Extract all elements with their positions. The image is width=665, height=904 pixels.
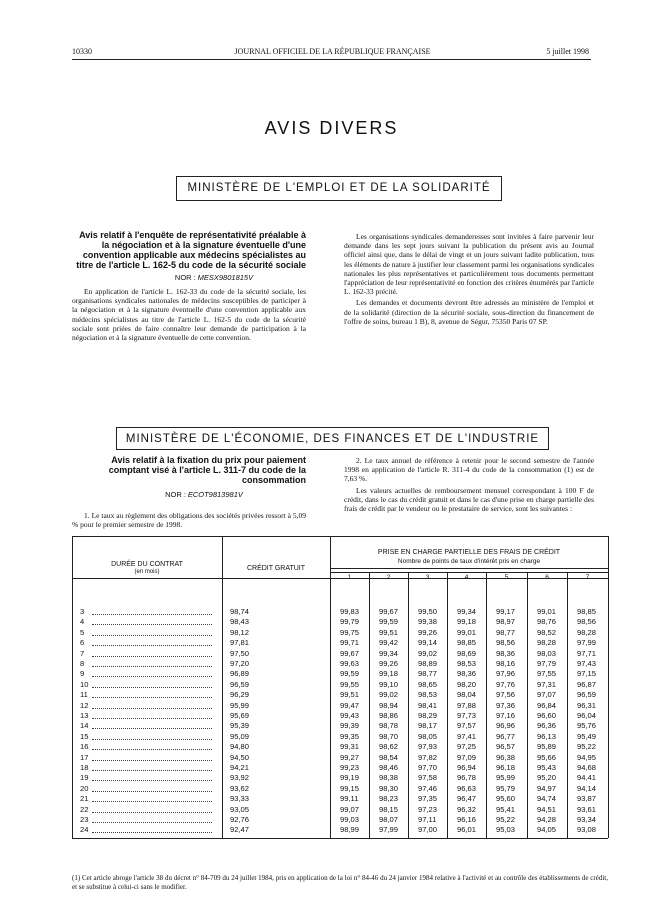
row-duration: 6 [80,638,85,648]
row-points-4: 97,57 [457,721,477,731]
table-row [72,711,597,720]
row-duration: 12 [80,700,89,710]
row-duration: 15 [80,731,89,741]
row-duration: 20 [80,783,89,793]
row-points-6: 95,66 [537,752,557,762]
row-points-2: 99,42 [379,638,399,648]
row-points-6: 97,31 [537,679,557,689]
points-header-rule [330,568,608,569]
row-leader-dots [92,784,212,792]
row-points-6: 94,74 [537,794,557,804]
row-points-1: 99,71 [340,638,360,648]
nor-reference [122,273,306,282]
row-points-1: 99,43 [340,711,360,720]
row-points-5: 97,56 [496,690,516,700]
row-points-1: 99,03 [340,815,360,824]
row-duration: 10 [80,679,89,689]
row-duration: 18 [80,763,89,772]
row-points-4: 97,41 [457,731,477,741]
row-points-6: 94,05 [537,825,557,835]
header-duree: DURÉE DU CONTRAT [111,561,183,568]
row-points-7: 95,22 [577,742,597,752]
notice-paragraph: En application de l'article L. 162-33 du code de la sécurité sociale, les organisations syndicales nationales de médecins susceptibles de participer à la négociation et à la signature éventuelle d'une convention applicable aux médecins spécialistes au titre de l'article L. 162-5 du code de la sécurité sociale sont priées de faire connaître leur demande de participation à la négociation et à la signature éventuelle de cette convention. [72,287,306,343]
row-points-5: 96,38 [496,752,516,762]
row-points-7: 95,49 [577,731,597,741]
row-points-2: 98,23 [379,794,399,804]
row-points-7: 97,71 [577,648,597,658]
row-points-6: 94,28 [537,815,557,824]
row-points-5: 97,76 [496,679,516,689]
row-points-5: 95,79 [496,783,516,793]
table-row [72,731,597,741]
row-leader-dots [92,617,212,625]
row-points-6: 97,55 [537,669,557,679]
row-credit-gratuit: 98,12 [230,627,250,637]
points-header-4: 4 [464,574,469,581]
row-points-3: 98,05 [418,731,438,741]
row-points-3: 99,26 [418,627,438,637]
table-row [72,700,597,710]
row-points-2: 97,99 [379,825,399,835]
row-points-7: 98,85 [577,607,597,616]
row-points-3: 97,35 [418,794,438,804]
section-title: AVIS DIVERS [264,118,399,138]
row-points-4: 98,36 [457,669,477,679]
row-points-5: 96,77 [496,731,516,741]
points-header-2: 2 [386,574,391,581]
row-credit-gratuit: 94,80 [230,742,250,752]
nor-reference [102,490,306,499]
row-points-6: 97,79 [537,659,557,668]
row-points-4: 96,63 [457,783,477,793]
row-points-7: 93,08 [577,825,597,835]
row-credit-gratuit: 97,50 [230,648,250,658]
row-duration: 14 [80,721,89,731]
row-points-5: 96,18 [496,763,516,772]
row-points-3: 98,77 [418,669,438,679]
row-points-3: 99,50 [418,607,438,616]
row-points-7: 97,43 [577,659,597,668]
row-points-5: 97,36 [496,700,516,710]
table-row [72,825,597,835]
row-points-7: 96,87 [577,679,597,689]
row-points-7: 95,76 [577,721,597,731]
row-points-5: 99,17 [496,607,516,616]
row-points-5: 95,99 [496,773,516,783]
row-points-5: 98,36 [496,648,516,658]
row-points-6: 94,97 [537,783,557,793]
points-header-3: 3 [425,574,430,581]
row-points-7: 98,28 [577,627,597,637]
row-points-3: 99,02 [418,648,438,658]
row-points-2: 98,94 [379,700,399,710]
row-leader-dots [92,763,212,771]
repayment-table [72,536,608,904]
row-points-3: 99,14 [418,638,438,648]
row-credit-gratuit: 94,21 [230,763,250,772]
row-points-3: 97,82 [418,752,438,762]
row-points-1: 99,35 [340,731,360,741]
table-row [72,648,597,658]
footnote: (1) Cet article abroge l'article 38 du décret n° 84-709 du 24 juillet 1984, pris en application de la loi n° 84-46 du 24 janvier 1984 relative à l'activité et au contrôle des établissements de crédit, et se substitue à celui-ci sans le modifier. [72,874,608,891]
notice-paragraph: Les organisations syndicales demanderesses sont invitées à faire parvenir leur demande dans les sept jours suivant la publication du présent avis au Journal officiel ainsi que, dans le délai de vingt et un jours suivant ladite publication, tous les éléments de nature à justifier leur classement parmi les organisations syndicales nationales les plus représentatives et particulièrement tous documents permettant l'appréciation de leur représentativité en fonction des critères énumérés par l'article L. 162-33 précité. [344,232,594,297]
row-credit-gratuit: 93,62 [230,783,250,793]
row-credit-gratuit: 98,43 [230,617,250,627]
table-row [72,659,597,668]
row-points-4: 96,47 [457,794,477,804]
row-points-7: 96,04 [577,711,597,720]
row-points-7: 94,95 [577,752,597,762]
row-points-1: 99,15 [340,783,360,793]
row-points-6: 96,60 [537,711,557,720]
row-points-4: 97,88 [457,700,477,710]
nor-label: NOR : [174,273,196,282]
row-points-5: 95,22 [496,815,516,824]
row-points-5: 95,03 [496,825,516,835]
row-duration: 16 [80,742,89,752]
row-points-6: 96,84 [537,700,557,710]
row-points-5: 95,60 [496,794,516,804]
row-points-3: 98,65 [418,679,438,689]
row-points-1: 99,27 [340,752,360,762]
nor-code: MESX9801815V [197,273,254,282]
row-points-7: 96,59 [577,690,597,700]
points-header-1: 1 [347,574,352,581]
row-points-2: 99,18 [379,669,399,679]
row-duration: 4 [80,617,85,627]
row-points-3: 99,38 [418,617,438,627]
row-points-2: 98,15 [379,804,399,814]
row-points-2: 98,62 [379,742,399,752]
row-credit-gratuit: 95,99 [230,700,250,710]
nor-label: NOR : [165,490,186,499]
notice-paragraph: Les demandes et documents devront être adressés au ministère de l'emploi et de la solidarité (direction de la sécurité sociale, sous-direction du financement de l'offre de soins, bureau 1 B), 8, avenue de Ségur, 75350 Paris 07 SP. [344,298,594,326]
row-points-1: 99,67 [340,648,360,658]
row-points-6: 98,03 [537,648,557,658]
points-header-6: 6 [545,574,549,581]
table-row [72,742,597,752]
row-credit-gratuit: 95,69 [230,711,250,720]
row-points-4: 98,20 [457,679,477,689]
row-duration: 21 [80,794,89,804]
row-points-4: 96,78 [457,773,477,783]
row-points-3: 97,23 [418,804,438,814]
row-credit-gratuit: 94,50 [230,752,250,762]
points-header-7: 7 [585,574,590,581]
row-points-1: 99,79 [340,617,360,627]
row-points-3: 98,17 [418,721,438,731]
row-points-7: 93,61 [577,804,597,814]
table-row [72,752,597,762]
row-points-6: 95,43 [537,763,557,772]
row-points-2: 99,10 [379,679,399,689]
row-points-3: 97,93 [418,742,438,752]
table-border-bottom [72,838,608,839]
row-leader-dots [92,628,212,636]
journal-title: JOURNAL OFFICIEL DE LA RÉPUBLIQUE FRANÇAISE [234,47,431,56]
row-points-4: 99,01 [457,627,477,637]
row-points-1: 99,47 [340,700,360,710]
table-row [72,794,597,804]
row-points-6: 95,89 [537,742,557,752]
row-points-1: 99,39 [340,721,360,731]
row-points-1: 99,23 [340,763,360,772]
row-points-4: 99,18 [457,617,477,627]
table-border-top [72,536,608,537]
row-duration: 3 [80,607,85,616]
row-duration: 23 [80,815,89,824]
row-points-2: 98,70 [379,731,399,741]
page-number: 10330 [72,47,92,56]
notice-paragraph: 1. Le taux au règlement des obligations des sociétés privées ressort à 5,09 % pour le premier semestre de 1998. [72,511,306,530]
row-duration: 17 [80,752,89,762]
row-leader-dots [92,638,212,646]
row-points-6: 98,76 [537,617,557,627]
row-points-4: 98,04 [457,690,477,700]
row-points-4: 96,16 [457,815,477,824]
row-points-7: 93,34 [577,815,597,824]
row-points-6: 96,13 [537,731,557,741]
row-points-6: 96,36 [537,721,557,731]
row-credit-gratuit: 96,59 [230,679,250,689]
table-border-right [608,536,609,838]
row-points-6: 97,07 [537,690,557,700]
row-points-2: 99,34 [379,648,399,658]
row-points-3: 98,41 [418,700,438,710]
row-points-7: 94,68 [577,763,597,772]
table-row [72,679,597,689]
row-duration: 22 [80,804,89,814]
row-points-1: 99,59 [340,669,360,679]
row-duration: 8 [80,659,85,668]
row-points-4: 98,69 [457,648,477,658]
row-leader-dots [92,742,212,750]
row-points-2: 99,67 [379,607,399,616]
row-points-6: 98,52 [537,627,557,637]
row-points-4: 96,94 [457,763,477,772]
row-points-5: 98,16 [496,659,516,668]
row-points-3: 97,46 [418,783,438,793]
row-leader-dots [92,794,212,802]
notice-title: Avis relatif à l'enquête de représentativité préalable à la négociation et à la signature éventuelle d'une convention applicable aux médecins spécialistes au titre de l'article L. 162-5 du code de la sécurité sociale [76,230,306,270]
row-points-4: 97,09 [457,752,477,762]
row-points-5: 95,41 [496,804,516,814]
row-points-5: 98,77 [496,627,516,637]
table-row [72,690,597,700]
row-leader-dots [92,669,212,677]
table-row [72,607,597,616]
row-credit-gratuit: 92,47 [230,825,250,835]
row-duration: 5 [80,627,85,637]
row-points-7: 94,14 [577,783,597,793]
notice-right-column [344,232,594,326]
row-duration: 9 [80,669,85,679]
table-row [72,804,597,814]
row-points-3: 97,11 [418,815,437,824]
row-points-2: 99,51 [379,627,399,637]
row-points-1: 99,11 [340,794,359,804]
notice-paragraph: 2. Le taux annuel de référence à retenir pour le second semestre de l'année 1998 en application de l'article R. 311-4 du code de la consommation (1) est de 7,63 %. [344,456,594,484]
row-credit-gratuit: 95,09 [230,731,250,741]
row-points-6: 95,20 [537,773,557,783]
ministry-heading-economie: MINISTÈRE DE L'ÉCONOMIE, DES FINANCES ET DE L'INDUSTRIE [116,427,549,450]
row-points-5: 97,96 [496,669,516,679]
row-credit-gratuit: 95,39 [230,721,250,731]
row-duration: 13 [80,711,89,720]
row-leader-dots [92,690,212,698]
row-points-6: 94,51 [537,804,557,814]
row-points-2: 98,78 [379,721,399,731]
row-leader-dots [92,815,212,823]
row-credit-gratuit: 93,33 [230,794,250,804]
row-leader-dots [92,701,212,709]
ministry-heading-emploi: MINISTÈRE DE L'EMPLOI ET DE LA SOLIDARITÉ [176,176,502,201]
row-leader-dots [92,732,212,740]
row-points-1: 99,75 [340,627,360,637]
row-points-2: 99,02 [379,690,399,700]
row-credit-gratuit: 97,20 [230,659,250,668]
header-points-subtitle: Nombre de points de taux d'intérêt pris en charge [397,558,541,565]
row-credit-gratuit: 98,74 [230,607,250,616]
row-duration: 19 [80,773,89,783]
row-points-7: 98,56 [577,617,597,627]
row-credit-gratuit: 97,81 [230,638,250,648]
table-row [72,638,597,648]
notice-paragraph: Les valeurs actuelles de remboursement mensuel correspondant à 100 F de crédit, dans le cas du crédit gratuit et dans le cas d'une prise en charge partielle des frais de crédit par le vendeur ou le prestataire de service, sont les suivantes : [344,485,594,514]
row-points-7: 94,41 [577,773,597,783]
row-leader-dots [92,773,212,781]
points-header-5: 5 [504,574,509,581]
row-points-3: 97,00 [418,825,438,835]
publication-date: 5 juillet 1998 [546,47,589,56]
row-points-2: 99,59 [379,617,399,627]
row-leader-dots [92,711,212,719]
notice-title: Avis relatif à la fixation du prix pour paiement comptant visé à l'article L. 311-7 du code de la consommation [108,455,306,485]
row-points-2: 98,86 [379,711,399,720]
notice-left-column [72,455,306,529]
row-points-4: 97,73 [457,711,477,720]
row-points-7: 97,99 [577,638,597,648]
header-duree-unit: (en mois) [134,569,160,575]
row-points-4: 96,01 [457,825,477,835]
header-credit-gratuit: CRÉDIT GRATUIT [246,565,306,572]
row-points-2: 98,54 [379,752,399,762]
row-leader-dots [92,649,212,657]
row-leader-dots [92,805,212,813]
row-points-7: 97,15 [577,669,597,679]
row-points-3: 97,58 [418,773,438,783]
row-credit-gratuit: 92,76 [230,815,250,824]
row-points-1: 99,63 [340,659,360,668]
row-points-4: 96,32 [457,804,477,814]
row-points-2: 98,38 [379,773,399,783]
table-row [72,721,597,731]
row-points-7: 93,87 [577,794,597,804]
row-points-3: 98,29 [418,711,438,720]
row-points-1: 99,55 [340,679,360,689]
row-points-1: 99,83 [340,607,360,616]
row-points-4: 99,34 [457,607,477,616]
row-points-6: 98,28 [537,638,557,648]
row-credit-gratuit: 93,05 [230,804,250,814]
row-points-5: 96,57 [496,742,516,752]
header-rule [72,59,591,60]
row-points-2: 98,46 [379,763,399,772]
table-row [72,773,597,783]
row-points-6: 99,01 [537,607,557,616]
row-points-5: 98,56 [496,638,516,648]
row-leader-dots [92,607,212,615]
row-leader-dots [92,721,212,729]
row-leader-dots [92,825,212,833]
row-points-5: 97,16 [496,711,516,720]
row-points-7: 96,31 [577,700,597,710]
row-points-1: 98,99 [340,825,360,835]
row-points-5: 98,97 [496,617,516,627]
row-leader-dots [92,753,212,761]
table-row [72,783,597,793]
table-row [72,617,597,627]
row-points-2: 98,07 [379,815,399,824]
notice-right-column [344,456,594,513]
row-leader-dots [92,680,212,688]
row-points-1: 99,51 [340,690,360,700]
row-credit-gratuit: 96,89 [230,669,250,679]
row-points-1: 99,31 [340,742,360,752]
row-points-1: 99,07 [340,804,360,814]
notice-left-column [72,230,306,342]
row-duration: 7 [80,648,85,658]
row-leader-dots [92,659,212,667]
row-points-4: 98,85 [457,638,477,648]
row-points-3: 98,53 [418,690,438,700]
row-points-2: 98,30 [379,783,399,793]
row-points-2: 99,26 [379,659,399,668]
row-credit-gratuit: 96,29 [230,690,250,700]
header-prise-en-charge: PRISE EN CHARGE PARTIELLE DES FRAIS DE CRÉDIT [377,549,561,556]
row-duration: 11 [80,690,88,700]
table-row [72,763,597,772]
row-points-5: 96,96 [496,721,516,731]
row-points-1: 99,19 [340,773,360,783]
row-points-3: 97,70 [418,763,438,772]
table-row [72,627,597,637]
table-row [72,669,597,679]
row-credit-gratuit: 93,92 [230,773,250,783]
row-points-4: 98,53 [457,659,477,668]
row-duration: 24 [80,825,89,835]
row-points-3: 98,89 [418,659,438,668]
nor-code: ECOT9813981V [187,490,243,499]
row-points-4: 97,25 [457,742,477,752]
table-row [72,815,597,824]
